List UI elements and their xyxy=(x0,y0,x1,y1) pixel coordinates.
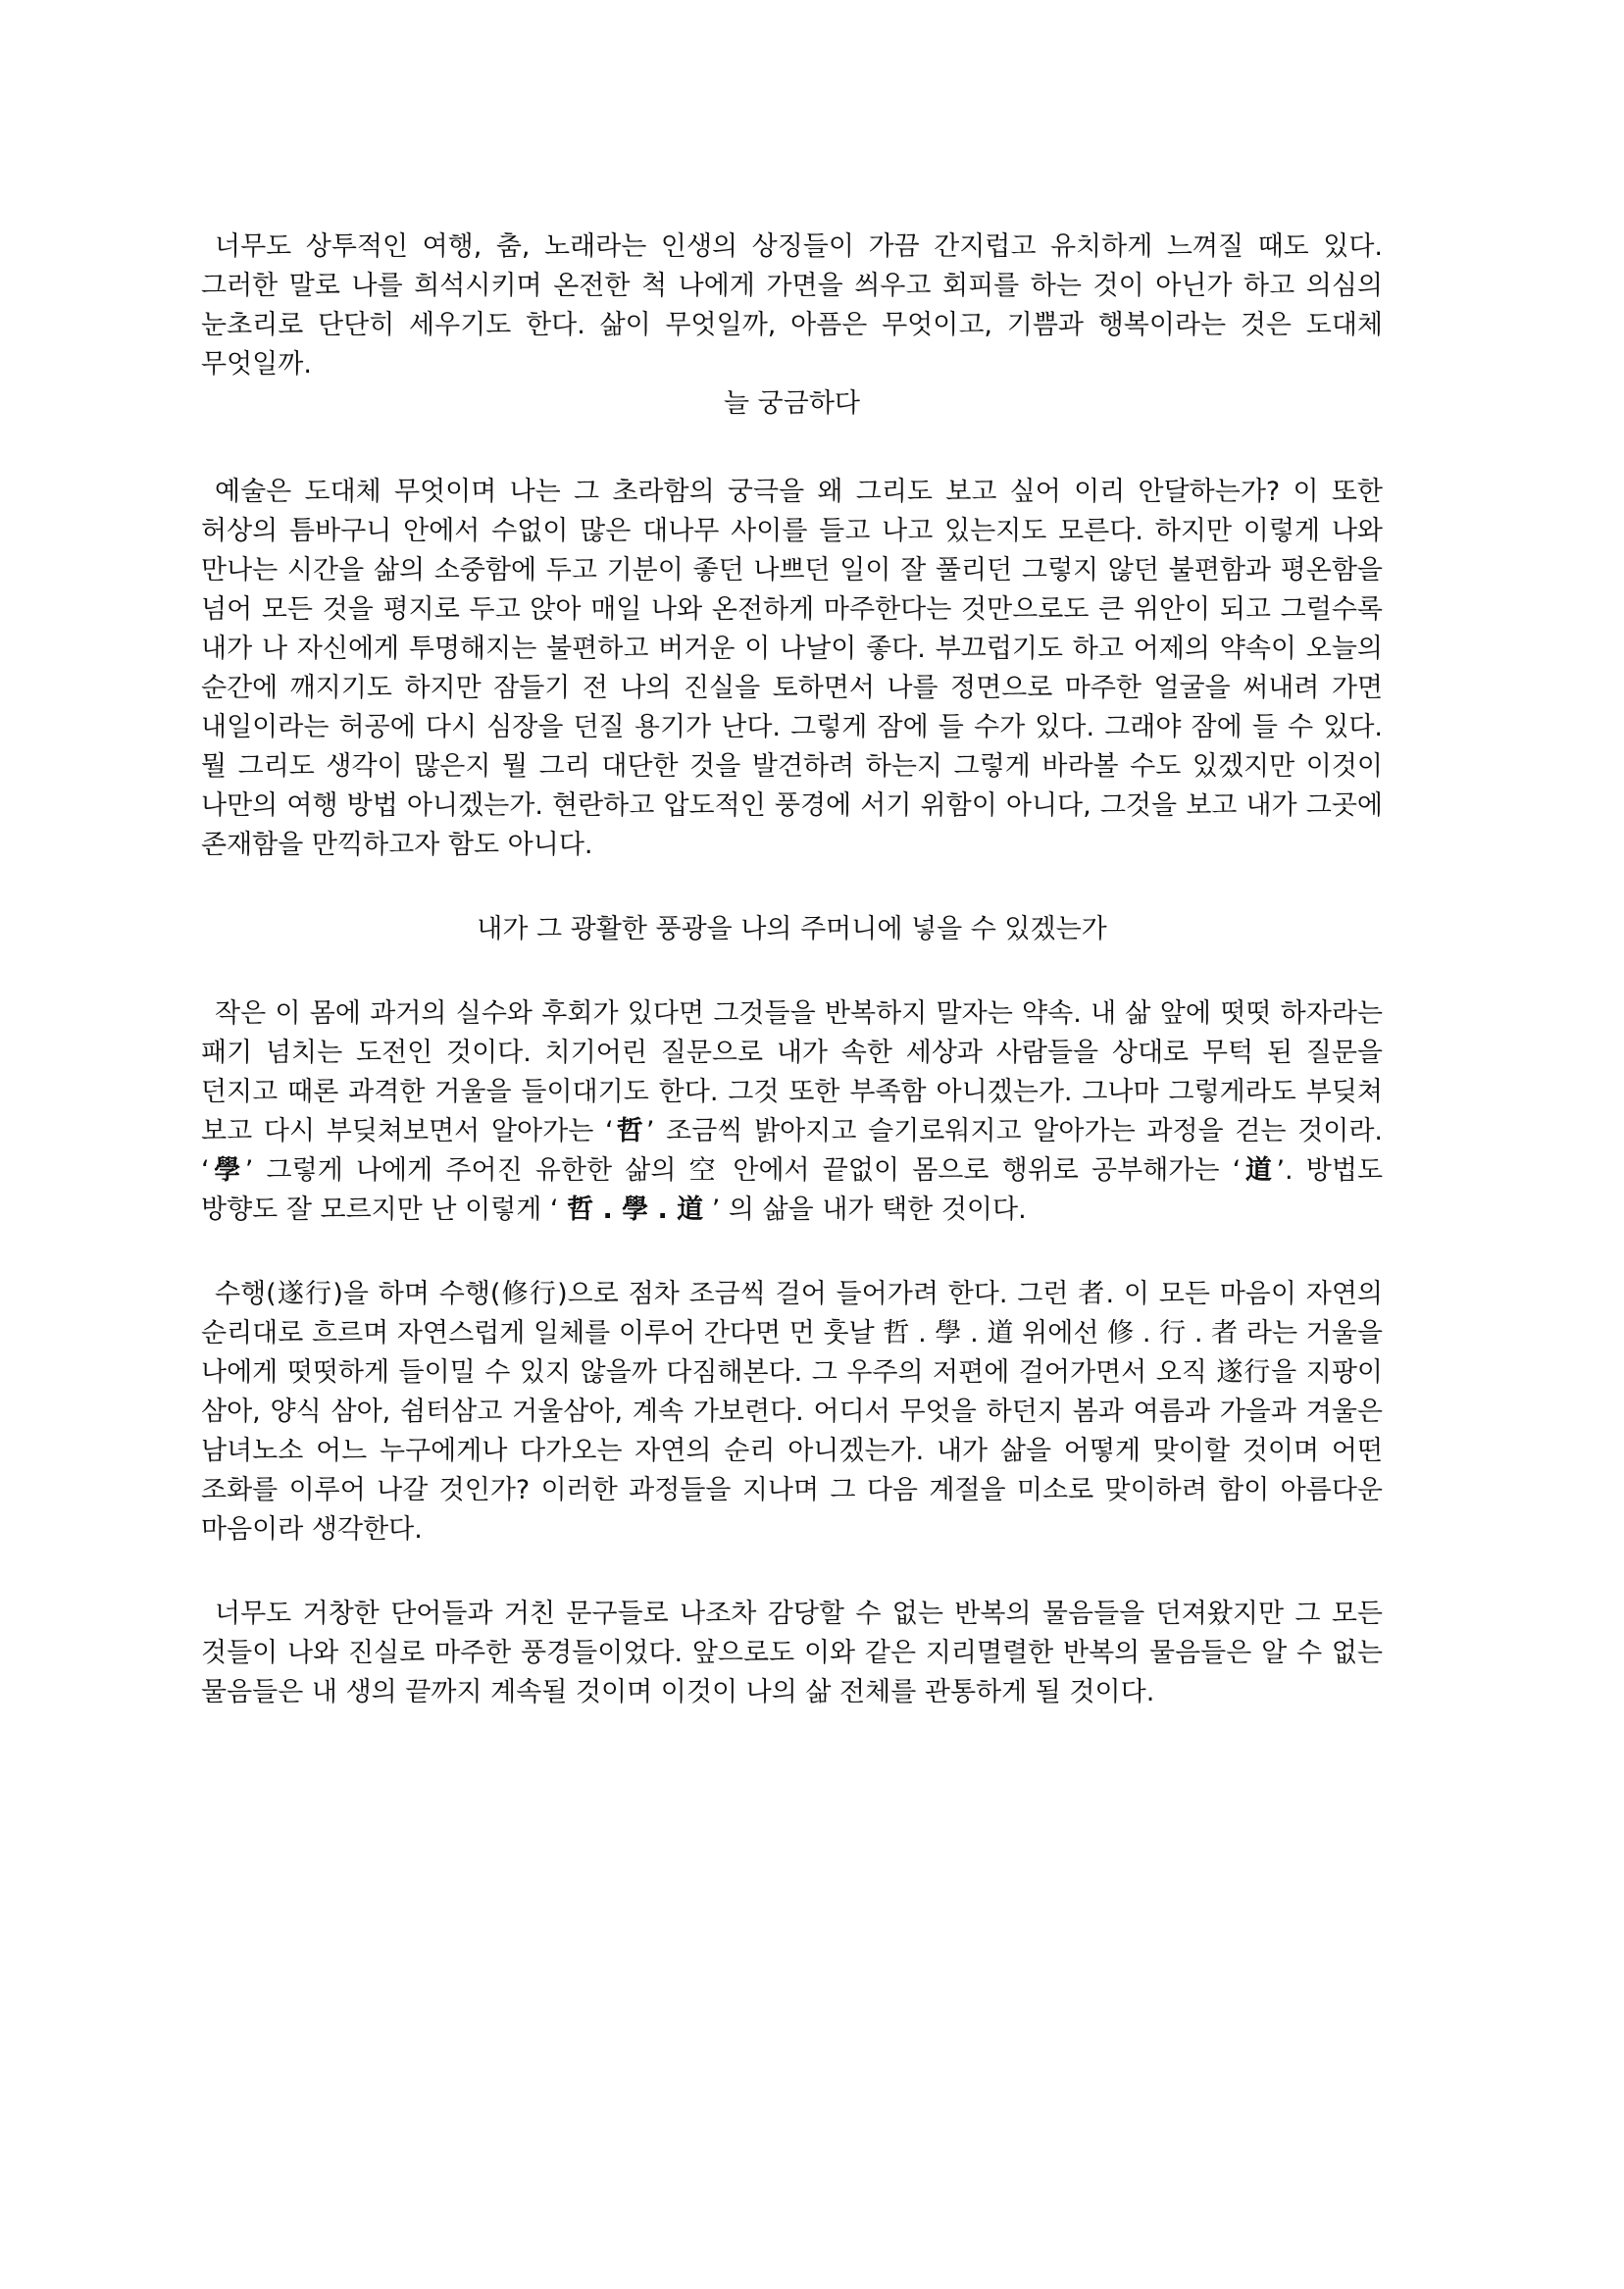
paragraph-4: 수행(遂行)을 하며 수행(修行)으로 점차 조금씩 걸어 들어가려 한다. 그런 者. 이 모든 마음이 자연의 순리대로 흐르며 자연스럽게 일체를 이루어 간다면 먼 훗날 哲 . 學 . 道 위에선 修 . 行 . 者 라는 거울을 나에게 떳떳하게 들이밀 수 있지 않을까 다짐해본다. 그 우주의 저편에 걸어가면서 오직 遂行을 지팡이 삼아, 양식 삼아, 쉼터삼고 거울삼아, 계속 가보련다. 어디서 무엇을 하던지 봄과 여름과 가을과 겨울은 남녀노소 어느 누구에게나 다가오는 자연의 순리 아니겠는가. 내가 삶을 어떻게 맞이할 것이며 어떤 조화를 이루어 나갈 것인가? 이러한 과정들을 지나며 그 다음 계절을 미소로 맞이하려 함이 아름다운 마음이라 생각한다. xyxy=(201,1279,1383,1545)
paragraph-5: 너무도 거창한 단어들과 거친 문구들로 나조차 감당할 수 없는 반복의 물음들을 던져왔지만 그 모든 것들이 나와 진실로 마주한 풍경들이었다. 앞으로도 이와 같은 지리멸렬한 반복의 물음들은 알 수 없는 물음들은 내 생의 끝까지 계속될 것이며 이것이 나의 삶 전체를 관통하게 될 것이다. xyxy=(201,1599,1383,1707)
document-body xyxy=(201,228,1383,1712)
paragraph-3-text-2: ’ 조금씩 밝아지고 슬기로워지고 알아가는 과정을 걷는 것이라. ‘ xyxy=(201,1116,1384,1186)
paragraph-3-text-3: ’ 그렇게 나에게 주어진 유한한 삶의 空 안에서 끝없이 몸으로 행위로 공부해가는 ‘ xyxy=(244,1155,1242,1186)
paragraph-2: 예술은 도대체 무엇이며 나는 그 초라함의 궁극을 왜 그리도 보고 싶어 이리 안달하는가? 이 또한 허상의 틈바구니 안에서 수없이 많은 대나무 사이를 들고 나고 있는지도 모른다. 하지만 이렇게 나와 만나는 시간을 삶의 소중함에 두고 기분이 좋던 나쁘던 일이 잘 풀리던 그렇지 않던 불편함과 평온함을 넘어 모든 것을 평지로 두고 앉아 매일 나와 온전하게 마주한다는 것만으로도 큰 위안이 되고 그럴수록 내가 나 자신에게 투명해지는 불편하고 버거운 이 나날이 좋다. 부끄럽기도 하고 어제의 약속이 오늘의 순간에 깨지기도 하지만 잠들기 전 나의 진실을 토하면서 나를 정면으로 마주한 얼굴을 써내려 가면 내일이라는 허공에 다시 심장을 던질 용기가 난다. 그렇게 잠에 들 수가 있다. 그래야 잠에 들 수 있다. 뭘 그리도 생각이 많은지 뭘 그리 대단한 것을 발견하려 하는지 그렇게 바라볼 수도 있겠지만 이것이 나만의 여행 방법 아니겠는가. 현란하고 압도적인 풍경에 서기 위함이 아니다, 그것을 보고 내가 그곳에 존재함을 만끽하고자 함도 아니다. xyxy=(201,477,1383,860)
hanja-hak: 學 xyxy=(209,1155,245,1186)
centered-line-2: 내가 그 광활한 풍광을 나의 주머니에 넣을 수 있겠는가 xyxy=(477,914,1107,944)
paragraph-3-text-4: ’. 방법도 방향도 잘 모르지만 난 이렇게 ‘ xyxy=(201,1155,1384,1225)
paragraph-1: 너무도 상투적인 여행, 춤, 노래라는 인생의 상징들이 가끔 간지럽고 유치하게 느껴질 때도 있다. 그러한 말로 나를 희석시키며 온전한 척 나에게 가면을 씌우고 회피를 하는 것이 아닌가 하고 의심의 눈초리로 단단히 세우기도 한다. 삶이 무엇일까, 아픔은 무엇이고, 기쁨과 행복이라는 것은 도대체 무엇일까. xyxy=(201,231,1383,380)
centered-line-1: 늘 궁금하다 xyxy=(724,388,860,419)
hanja-do: 道 xyxy=(1241,1155,1277,1186)
paragraph-3 xyxy=(201,994,1383,1230)
hanja-cheol-hak-do: 哲 . 學 . 道 xyxy=(567,1195,704,1225)
hanja-cheol: 哲 xyxy=(613,1116,646,1146)
paragraph-3-text-1: 작은 이 몸에 과거의 실수와 후회가 있다면 그것들을 반복하지 말자는 약속. 내 삶 앞에 떳떳 하자라는 패기 넘치는 도전인 것이다. 치기어린 질문으로 내가 속한 세상과 사람들을 상대로 무턱 된 질문을 던지고 때론 과격한 거울을 들이대기도 한다. 그것 또한 부족함 아니겠는가. 그나마 그렇게라도 부딪쳐 보고 다시 부딪쳐보면서 알아가는 ‘ xyxy=(201,998,1383,1146)
paragraph-3-text-5: ’ 의 삶을 내가 택한 것이다. xyxy=(703,1195,1027,1225)
